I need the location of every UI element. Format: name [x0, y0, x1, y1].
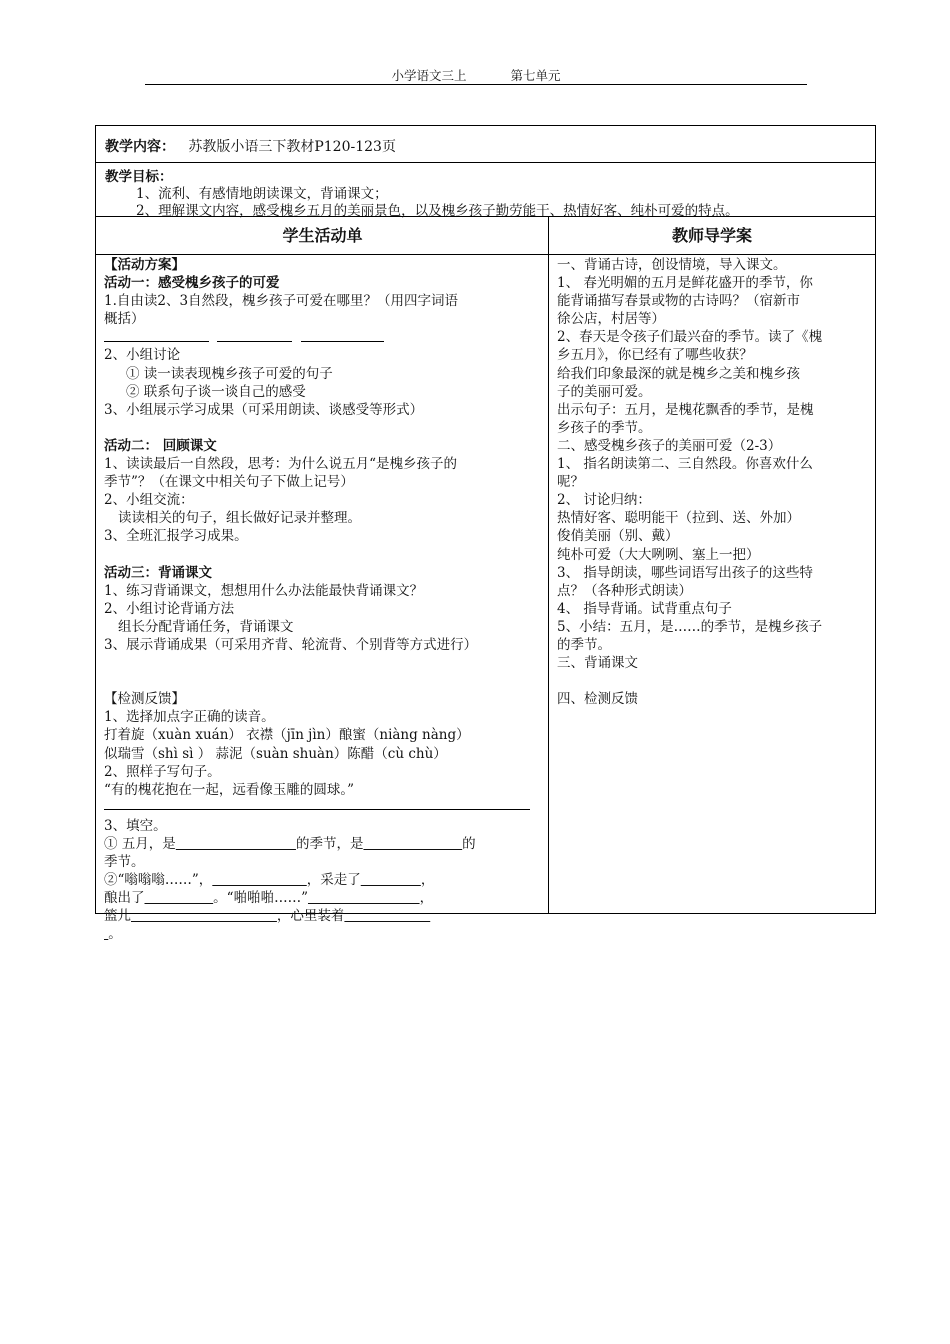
- activity-1-sub-1: ① 读一读表现槐乡孩子可爱的句子: [126, 365, 333, 382]
- fill-blank[interactable]: [131, 908, 277, 924]
- fill-line-1-cont: 季节。: [104, 854, 145, 870]
- test-question-1: 1、选择加点字正确的读音。: [104, 709, 275, 726]
- teacher-line: 4、 指导背诵。试背重点句子: [557, 600, 732, 617]
- test-pinyin-line-2: 似瑞雪（shì sì ） 蒜泥（suàn shuàn）陈醋（cù chù）: [104, 745, 447, 762]
- fill-line-4: 篮儿 ，心里装着: [104, 907, 544, 925]
- teacher-column-title: 教师导学案: [549, 217, 875, 255]
- sentence-answer-line[interactable]: [104, 799, 544, 817]
- test-feedback-title: 【检测反馈】: [104, 691, 185, 708]
- teacher-line: 四、检测反馈: [557, 691, 638, 708]
- fill-blank[interactable]: [363, 836, 462, 852]
- header-subject: 小学语文三上: [391, 68, 467, 83]
- teaching-goals-row: [96, 163, 875, 217]
- teacher-line: 乡孩子的季节。: [557, 419, 652, 436]
- teaching-goal-2: 2、理解课文内容，感受槐乡五月的美丽景色，以及槐乡孩子勤劳能干、热情好客、纯朴可爱的特点。: [136, 203, 739, 219]
- activity-3-question-1: 1、练习背诵课文，想想用什么办法能最快背诵课文？: [104, 582, 424, 599]
- teacher-line: 2、春天是令孩子们最兴奋的季节。读了《槐: [557, 329, 823, 346]
- header-unit: 第七单元: [510, 68, 561, 83]
- teacher-line: 的季节。: [557, 636, 611, 653]
- teaching-content-value: 苏教版小语三下教材P120-123页: [188, 139, 396, 155]
- teacher-line: 热情好客、聪明能干（拉到、送、外加）: [557, 510, 800, 527]
- activity-1-question-2: 2、小组讨论: [104, 347, 181, 364]
- fill-line-1: ① 五月，是 的季节，是 的: [104, 835, 476, 852]
- teacher-line: 徐公店，村居等）: [557, 311, 665, 328]
- fill-blank[interactable]: [176, 836, 296, 852]
- fill-blank[interactable]: [308, 890, 420, 906]
- activity-1-question-3: 3、小组展示学习成果（可采用朗读、谈感受等形式）: [104, 401, 424, 418]
- teacher-line: 一、背诵古诗，创设情境，导入课文。: [557, 257, 787, 273]
- teacher-line: 点？（各种形式朗读）: [557, 582, 692, 599]
- teacher-line: 二、感受槐乡孩子的美丽可爱（2-3）: [557, 437, 782, 454]
- teacher-line: 呢？: [557, 474, 584, 491]
- teacher-line: 子的美丽可爱。: [557, 383, 652, 400]
- activity-3-question-3: 3、展示背诵成果（可采用齐背、轮流背、个别背等方式进行）: [104, 636, 478, 653]
- activity-1-sub-2: ② 联系句子谈一谈自己的感受: [126, 383, 306, 400]
- activity-3-sub: 组长分配背诵任务，背诵课文: [118, 618, 294, 635]
- test-example-sentence: “有的槐花抱在一起，远看像玉雕的圆球。”: [104, 781, 355, 798]
- student-column-title: 学生活动单: [96, 217, 549, 255]
- teacher-line: 三、背诵课文: [557, 655, 638, 672]
- fill-blank[interactable]: [212, 872, 306, 888]
- answer-blank[interactable]: [104, 341, 209, 342]
- teaching-content-label: 教学内容：: [105, 139, 175, 155]
- activity-3-question-2: 2、小组讨论背诵方法: [104, 600, 235, 617]
- activity-2-title: 活动二： 回顾课文: [104, 437, 217, 454]
- teacher-line: 3、 指导朗读，哪些词语写出孩子的这些特: [557, 564, 813, 581]
- activity-3-title: 活动三：背诵课文: [104, 564, 212, 581]
- test-question-2: 2、照样子写句子。: [104, 763, 221, 780]
- teacher-line: 俊俏美丽（别、戴）: [557, 528, 679, 545]
- fill-blank[interactable]: [361, 872, 421, 888]
- lesson-table: [95, 125, 876, 943]
- teacher-line: 5、小结：五月，是……的季节，是槐乡孩子: [557, 618, 823, 635]
- teaching-goal-1: 1、流利、有感情地朗读课文，背诵课文；: [136, 186, 388, 202]
- teacher-line: 能背诵描写春景或物的古诗吗？（宿新市: [557, 293, 800, 310]
- teacher-guide-column: [557, 256, 869, 708]
- teacher-line: 2、 讨论归纳：: [557, 492, 651, 509]
- page-header: [145, 66, 807, 84]
- teacher-line: 1、 春光明媚的五月是鲜花盛开的季节，你: [557, 275, 813, 292]
- activity-1-title: 活动一：感受槐乡孩子的可爱: [104, 275, 280, 292]
- teaching-content-row: [96, 126, 875, 163]
- activity-2-question-1-cont: 季节”？（在课文中相关句子下做上记号）: [104, 474, 354, 491]
- test-question-3: 3、填空。: [104, 817, 167, 834]
- column-divider: [548, 217, 549, 914]
- fill-line-3: 酿出了 。“啪啪啪……” ，: [104, 890, 434, 907]
- activity-plan-title: 【活动方案】: [104, 257, 185, 273]
- activity-2-question-1: 1、读读最后一自然段，思考：为什么说五月“是槐乡孩子的: [104, 456, 457, 473]
- answer-blanks: [104, 328, 544, 346]
- fill-line-2: ②“嗡嗡嗡……”， ，采走了 ，: [104, 872, 435, 889]
- answer-blank[interactable]: [217, 341, 292, 342]
- teacher-line: 出示句子：五月，是槐花飘香的季节，是槐: [557, 401, 814, 418]
- activity-2-sub: 读读相关的句子，组长做好记录并整理。: [118, 510, 361, 527]
- teaching-goals-label: 教学目标：: [105, 169, 173, 185]
- fill-blank[interactable]: [145, 890, 214, 906]
- activity-2-question-2: 2、小组交流：: [104, 492, 194, 509]
- fill-line-4-cont: 。: [104, 925, 544, 943]
- fill-blank[interactable]: [344, 908, 430, 924]
- teacher-line: 1、 指名朗读第二、三自然段。你喜欢什么: [557, 456, 813, 473]
- activity-1-question-1: 1.自由读2、3自然段，槐乡孩子可爱在哪里？（用四字词语: [104, 293, 459, 310]
- student-activity-column: [104, 256, 544, 943]
- header-rule: [145, 84, 807, 85]
- answer-blank[interactable]: [301, 341, 384, 342]
- test-pinyin-line-1: 打着旋（xuàn xuán） 衣襟（jīn jìn）酿蜜（niàng nàng）: [104, 727, 470, 744]
- teacher-line: 乡五月》，你已经有了哪些收获？: [557, 347, 753, 364]
- teacher-line: 给我们印象最深的就是槐乡之美和槐乡孩: [557, 365, 800, 382]
- activity-1-question-1-cont: 概括）: [104, 311, 145, 328]
- teacher-line: 纯朴可爱（大大咧咧、塞上一把）: [557, 546, 760, 563]
- activity-2-question-3: 3、全班汇报学习成果。: [104, 528, 248, 545]
